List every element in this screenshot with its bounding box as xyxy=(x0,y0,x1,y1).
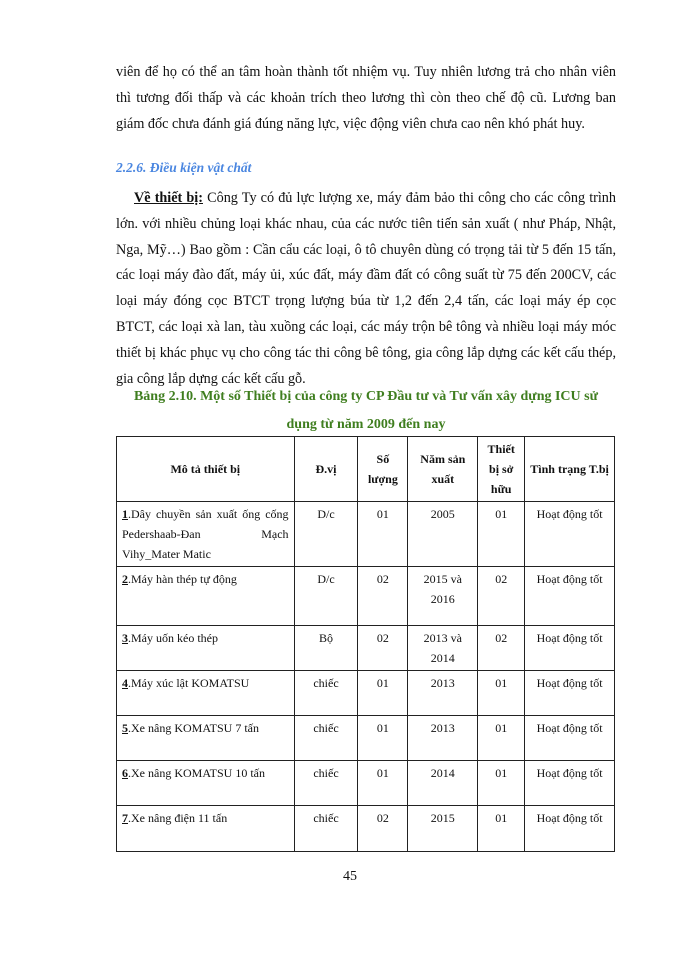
cell-status: Hoạt động tốt xyxy=(525,716,615,761)
cell-status: Hoạt động tốt xyxy=(525,761,615,806)
cell-owned: 01 xyxy=(478,671,525,716)
table-row xyxy=(117,502,615,567)
row-desc: Xe nâng KOMATSU 7 tấn xyxy=(131,721,259,735)
table-row xyxy=(117,761,615,806)
header-status: Tình trạng T.bị xyxy=(525,437,615,502)
cell-qty: 02 xyxy=(358,806,408,852)
cell-desc: 7.Xe nâng điện 11 tấn xyxy=(117,806,295,852)
cell-status: Hoạt động tốt xyxy=(525,502,615,567)
cell-status: Hoạt động tốt xyxy=(525,671,615,716)
cell-owned: 01 xyxy=(478,806,525,852)
cell-status: Hoạt động tốt xyxy=(525,567,615,626)
row-number: 2 xyxy=(122,572,128,586)
cell-qty: 01 xyxy=(358,716,408,761)
cell-unit: chiếc xyxy=(294,806,358,852)
table-row xyxy=(117,806,615,852)
table-caption-line2: dụng từ năm 2009 đến nay xyxy=(286,417,446,432)
cell-desc: 5.Xe nâng KOMATSU 7 tấn xyxy=(117,716,295,761)
row-number: 4 xyxy=(122,676,128,690)
equipment-label: Về thiết bị: xyxy=(134,190,203,206)
cell-owned: 01 xyxy=(478,761,525,806)
cell-status: Hoạt động tốt xyxy=(525,626,615,671)
cell-year: 2013 và 2014 xyxy=(408,626,478,671)
header-desc: Mô tả thiết bị xyxy=(117,437,295,502)
cell-owned: 01 xyxy=(478,502,525,567)
cell-qty: 01 xyxy=(358,761,408,806)
table-caption xyxy=(116,383,616,439)
cell-unit: chiếc xyxy=(294,716,358,761)
paragraph-salary: viên để họ có thể an tâm hoàn thành tốt nhiệm vụ. Tuy nhiên lương trả cho nhân viên thì tương đối thấp và các khoản trích theo lương thì còn theo chế độ cũ. Lương ban giám đốc chưa đánh giá đúng năng lực, việc động viên chưa cao nên khó phát huy. xyxy=(116,64,616,132)
cell-year: 2014 xyxy=(408,761,478,806)
cell-desc: 3.Máy uốn kéo thép xyxy=(117,626,295,671)
paragraph-equipment xyxy=(116,186,616,392)
cell-desc: 2.Máy hàn thép tự động xyxy=(117,567,295,626)
row-number: 6 xyxy=(122,766,128,780)
cell-qty: 02 xyxy=(358,567,408,626)
table-row xyxy=(117,671,615,716)
cell-status: Hoạt động tốt xyxy=(525,806,615,852)
cell-unit: D/c xyxy=(294,502,358,567)
row-desc: Máy xúc lật KOMATSU xyxy=(131,676,250,690)
cell-qty: 02 xyxy=(358,626,408,671)
cell-year: 2013 xyxy=(408,671,478,716)
cell-year: 2005 xyxy=(408,502,478,567)
cell-owned: 02 xyxy=(478,567,525,626)
row-desc: Dây chuyền sản xuất ống cống Pedershaab-Đan Mạch Vihy_Mater Matic xyxy=(122,507,289,561)
cell-unit: Bộ xyxy=(294,626,358,671)
section-heading: 2.2.6. Điều kiện vật chất xyxy=(116,160,252,175)
header-year: Năm sản xuất xyxy=(408,437,478,502)
cell-owned: 01 xyxy=(478,716,525,761)
row-number: 7 xyxy=(122,811,128,825)
row-number: 1 xyxy=(122,507,128,521)
cell-desc: 6.Xe nâng KOMATSU 10 tấn xyxy=(117,761,295,806)
cell-desc: 1.Dây chuyền sản xuất ống cống Pedershaab-Đan Mạch Vihy_Mater Matic xyxy=(117,502,295,567)
cell-unit: chiếc xyxy=(294,761,358,806)
header-qty: Số lượng xyxy=(358,437,408,502)
row-number: 5 xyxy=(122,721,128,735)
row-desc: Xe nâng điện 11 tấn xyxy=(131,811,228,825)
cell-year: 2013 xyxy=(408,716,478,761)
cell-qty: 01 xyxy=(358,671,408,716)
table-row xyxy=(117,567,615,626)
cell-owned: 02 xyxy=(478,626,525,671)
row-desc: Máy hàn thép tự động xyxy=(131,572,237,586)
header-unit: Đ.vị xyxy=(294,437,358,502)
cell-qty: 01 xyxy=(358,502,408,567)
equipment-text: Công Ty có đủ lực lượng xe, máy đảm bảo thi công cho các công trình lớn. với nhiều chủng loại khác nhau, của các nước tiên tiến sản xuất ( như Pháp, Nhật, Nga, Mỹ…) Bao gồm : Cần cẩu các loại, ô tô chuyên dùng có trọng tải từ 5 đến 15 tấn, các loại máy đào đất, máy ủi, xúc đất, máy đầm đất có công suất từ 75 đến 200CV, các loại máy đóng cọc BTCT trọng lượng búa từ 1,2 đến 2,4 tấn, các loại máy ép cọc BTCT, các loại xà lan, tàu xuồng các loại, các máy trộn bê tông và nhiều loại máy móc thiết bị khác phục vụ cho công tác thi công bê tông, gia công lắp dựng các kết cấu thép, gia công lắp dựng các kết cấu gỗ. xyxy=(116,190,616,387)
page-number: 45 xyxy=(343,869,357,884)
table-row xyxy=(117,716,615,761)
row-desc: Xe nâng KOMATSU 10 tấn xyxy=(131,766,265,780)
table-row xyxy=(117,626,615,671)
header-owned: Thiết bị sở hữu xyxy=(478,437,525,502)
cell-desc: 4.Máy xúc lật KOMATSU xyxy=(117,671,295,716)
cell-year: 2015 và 2016 xyxy=(408,567,478,626)
table-header-row xyxy=(117,437,615,502)
table-caption-line1: Bảng 2.10. Một số Thiết bị của công ty CP Đầu tư và Tư vấn xây dựng ICU sử xyxy=(133,389,599,404)
equipment-table xyxy=(116,436,615,852)
cell-year: 2015 xyxy=(408,806,478,852)
row-desc: Máy uốn kéo thép xyxy=(131,631,218,645)
cell-unit: D/c xyxy=(294,567,358,626)
cell-unit: chiếc xyxy=(294,671,358,716)
row-number: 3 xyxy=(122,631,128,645)
